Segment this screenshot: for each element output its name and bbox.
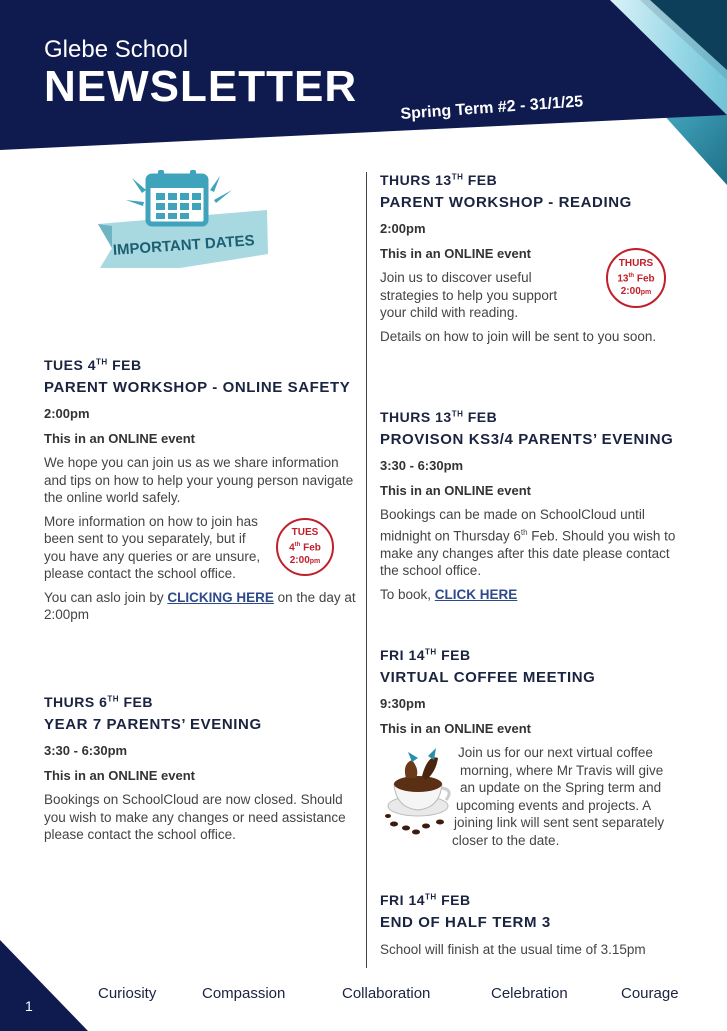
value-celebration: Celebration [491,985,568,1002]
date-stamp: THURS 13th Feb 2:00pm [606,248,666,308]
event-title: PROVISON KS3/4 PARENTS’ EVENING [380,431,674,448]
event-title: PARENT WORKSHOP - READING [380,194,632,211]
event-online-safety [44,357,359,630]
event-description: Bookings can be made on SchoolCloud until midnight on Thursday 6th Feb. Should you wish to make any changes after this date please contact the school office. [380,507,676,578]
event-description: We hope you can join us as we share information and tips on how to help your young person navigate the online world safely. [44,455,354,505]
event-description: School will finish at the usual time of 3.15pm [380,942,646,957]
school-name: Glebe School [44,36,189,63]
clicking-here-link[interactable]: CLICKING HERE [167,589,274,605]
event-time: 9:30pm [380,696,426,711]
click-here-link[interactable]: CLICK HERE [434,586,518,602]
important-dates-banner [92,166,276,286]
event-date: THURS 6TH FEB [44,694,153,710]
newsletter-title: NEWSLETTER [44,62,358,111]
event-title: VIRTUAL COFFEE MEETING [380,669,596,686]
footer-corner-decoration [0,930,100,1031]
banner-text: IMPORTANT DATES [112,232,256,259]
description-line: closer to the date. [452,832,560,848]
value-compassion: Compassion [202,985,286,1002]
event-title: YEAR 7 PARENTS’ EVENING [44,716,262,733]
date-stamp: TUES 4th Feb 2:00pm [276,518,334,576]
event-title: END OF HALF TERM 3 [380,914,551,931]
description-line: an update on the Spring term and [460,780,662,795]
event-description: Bookings on SchoolCloud are now closed. Should you wish to make any changes or need assistance please contact the school office. [44,792,346,842]
coffee-cup-image [380,744,462,836]
event-title: PARENT WORKSHOP - ONLINE SAFETY [44,379,351,396]
event-provison-parents-evening [380,409,690,609]
event-online-note: This in an ONLINE event [44,768,195,783]
event-end-of-half-term [380,892,695,965]
value-courage: Courage [621,985,679,1002]
event-time: 3:30 - 6:30pm [44,743,128,758]
value-curiosity: Curiosity [98,985,157,1002]
description-line: upcoming events and projects. A [456,797,652,813]
event-join-info: Details on how to join will be sent to you soon. [380,328,657,344]
event-time: 2:00pm [44,406,90,421]
page-number: 1 [25,998,33,1014]
event-year7-parents-evening [44,694,359,850]
event-date: FRI 14TH FEB [380,647,471,663]
event-join-link-text: You can aslo join by CLICKING HERE on the day at 2:00pm [44,589,356,622]
event-date: THURS 13TH FEB [380,172,498,188]
event-date: FRI 14TH FEB [380,892,471,908]
school-values [0,985,727,1005]
event-date: TUES 4TH FEB [44,357,142,373]
event-online-note: This in an ONLINE event [380,483,531,498]
description-line: Join us for our next virtual coffee [458,745,653,760]
term-label: Spring Term #2 - 31/1/25 [400,93,584,123]
calendar-icon [92,166,276,286]
description-line: morning, where Mr Travis will give [460,762,664,778]
description-line: joining link will sent sent separately [454,815,665,830]
newsletter-header [0,0,727,190]
column-divider [366,172,367,968]
event-time: 3:30 - 6:30pm [380,458,464,473]
event-description: Join us to discover useful strategies to help you support your child with reading. [380,270,558,320]
event-join-info: More information on how to join has been sent to you separately, but if you have any queries or are unsure, please contact the school office. [44,513,261,581]
event-booking-text: To book, CLICK HERE [380,586,518,602]
event-time: 2:00pm [380,221,426,236]
event-online-note: This in an ONLINE event [44,431,195,446]
value-collaboration: Collaboration [342,985,431,1002]
event-online-note: This in an ONLINE event [380,721,531,736]
event-date: THURS 13TH FEB [380,409,498,425]
event-online-note: This in an ONLINE event [380,246,531,261]
